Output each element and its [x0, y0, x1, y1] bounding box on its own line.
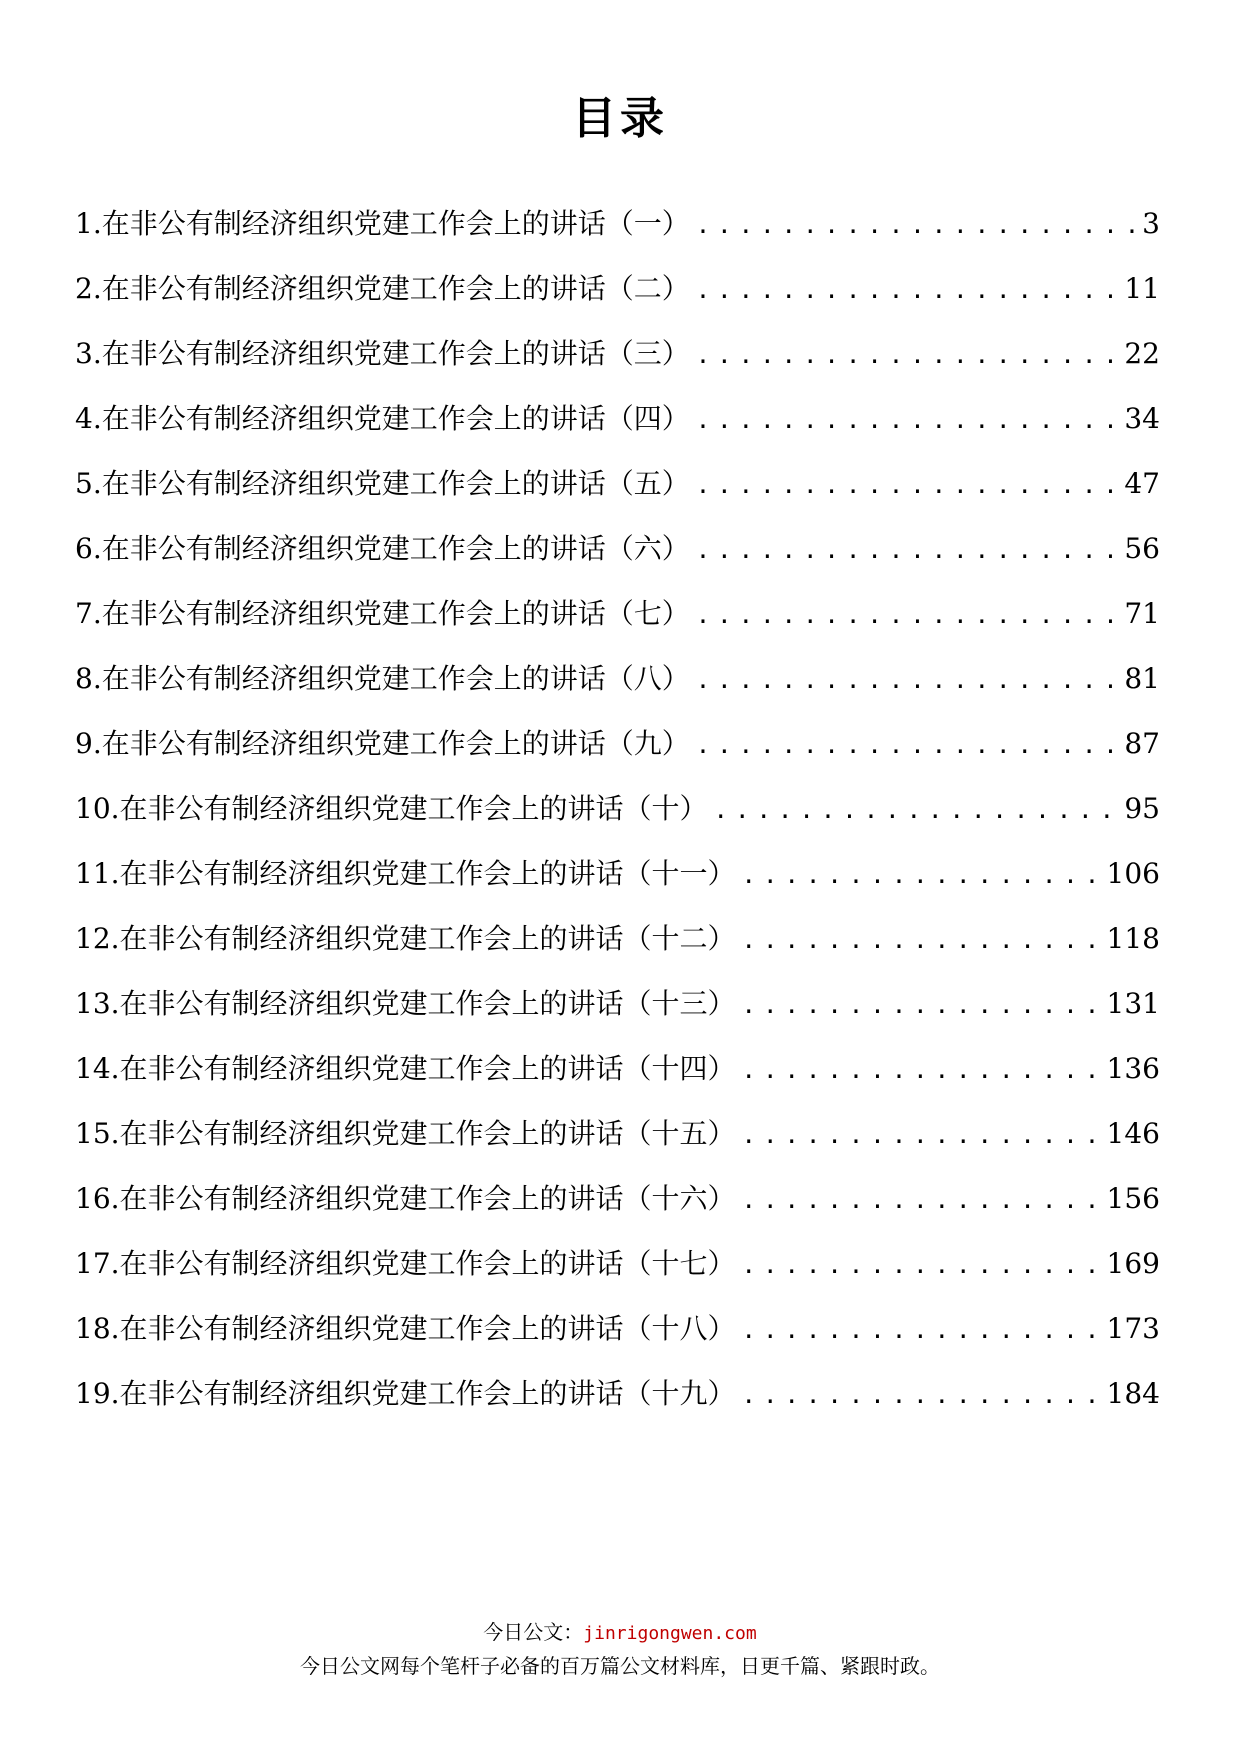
toc-entry-number: 2. [75, 272, 102, 305]
toc-entry-page: 22 [1124, 337, 1160, 370]
footer-slogan: 今日公文网每个笔杆子必备的百万篇公文材料库，日更千篇、紧跟时政。 [300, 1654, 940, 1678]
toc-entry-number: 3. [75, 337, 102, 370]
toc-entry-number: 4. [75, 402, 102, 435]
toc-entry-title: 在非公有制经济组织党建工作会上的讲话（十二） [119, 922, 736, 955]
toc-dot-leader [742, 908, 1101, 973]
toc-entry-page: 156 [1106, 1182, 1160, 1215]
toc-entry-9[interactable] [75, 711, 1160, 776]
toc-entry-page: 81 [1124, 662, 1160, 695]
toc-entry-title: 在非公有制经济组织党建工作会上的讲话（五） [101, 467, 690, 500]
toc-dot-leader [742, 1168, 1101, 1233]
toc-entry-title: 在非公有制经济组织党建工作会上的讲话（十四） [119, 1052, 736, 1085]
toc-dot-leader [742, 1363, 1101, 1428]
toc-entry-page: 11 [1124, 272, 1160, 305]
toc-entry-number: 17. [75, 1247, 120, 1280]
toc-dot-leader [742, 973, 1101, 1038]
toc-dot-leader [696, 713, 1119, 778]
toc-entry-title: 在非公有制经济组织党建工作会上的讲话（十六） [119, 1182, 736, 1215]
toc-entry-number: 7. [75, 597, 102, 630]
toc-entry-title: 在非公有制经济组织党建工作会上的讲话（四） [101, 402, 690, 435]
footer-source-line [0, 1616, 1240, 1648]
toc-entry-10[interactable] [75, 776, 1160, 841]
toc-dot-leader [696, 193, 1136, 258]
toc-entry-number: 12. [75, 922, 120, 955]
toc-dot-leader [742, 1103, 1101, 1168]
toc-entry-title: 在非公有制经济组织党建工作会上的讲话（十九） [119, 1377, 736, 1410]
toc-entry-13[interactable] [75, 971, 1160, 1036]
toc-entry-title: 在非公有制经济组织党建工作会上的讲话（十八） [119, 1312, 736, 1345]
toc-dot-leader [696, 518, 1119, 583]
toc-entry-page: 56 [1124, 532, 1160, 565]
toc-entry-title: 在非公有制经济组织党建工作会上的讲话（十五） [119, 1117, 736, 1150]
toc-entry-18[interactable] [75, 1296, 1160, 1361]
toc-dot-leader [696, 453, 1119, 518]
toc-dot-leader [742, 843, 1101, 908]
table-of-contents [75, 191, 1160, 1426]
toc-dot-leader [696, 258, 1119, 323]
toc-entry-number: 8. [75, 662, 102, 695]
page-footer [0, 1616, 1240, 1684]
toc-entry-title: 在非公有制经济组织党建工作会上的讲话（六） [101, 532, 690, 565]
toc-entry-title: 在非公有制经济组织党建工作会上的讲话（十三） [119, 987, 736, 1020]
toc-entry-6[interactable] [75, 516, 1160, 581]
toc-entry-page: 118 [1106, 922, 1160, 955]
toc-entry-3[interactable] [75, 321, 1160, 386]
toc-entry-17[interactable] [75, 1231, 1160, 1296]
toc-entry-title: 在非公有制经济组织党建工作会上的讲话（三） [101, 337, 690, 370]
toc-entry-14[interactable] [75, 1036, 1160, 1101]
toc-entry-page: 71 [1124, 597, 1160, 630]
toc-entry-page: 131 [1106, 987, 1160, 1020]
toc-dot-leader [696, 648, 1119, 713]
toc-dot-leader [742, 1298, 1101, 1363]
toc-entry-page: 47 [1124, 467, 1160, 500]
toc-dot-leader [696, 583, 1119, 648]
toc-entry-16[interactable] [75, 1166, 1160, 1231]
toc-entry-page: 106 [1106, 857, 1160, 890]
toc-entry-title: 在非公有制经济组织党建工作会上的讲话（十七） [119, 1247, 736, 1280]
toc-entry-8[interactable] [75, 646, 1160, 711]
toc-entry-page: 34 [1124, 402, 1160, 435]
toc-entry-number: 9. [75, 727, 102, 760]
toc-entry-title: 在非公有制经济组织党建工作会上的讲话（十） [119, 792, 708, 825]
toc-entry-number: 6. [75, 532, 102, 565]
toc-entry-page: 146 [1106, 1117, 1160, 1150]
toc-entry-number: 11. [75, 857, 120, 890]
toc-entry-15[interactable] [75, 1101, 1160, 1166]
toc-entry-4[interactable] [75, 386, 1160, 451]
toc-entry-title: 在非公有制经济组织党建工作会上的讲话（九） [101, 727, 690, 760]
toc-entry-title: 在非公有制经济组织党建工作会上的讲话（一） [101, 207, 690, 240]
toc-entry-page: 3 [1142, 207, 1160, 240]
toc-entry-5[interactable] [75, 451, 1160, 516]
toc-entry-number: 10. [75, 792, 120, 825]
toc-entry-page: 169 [1106, 1247, 1160, 1280]
toc-dot-leader [742, 1233, 1101, 1298]
toc-entry-page: 136 [1106, 1052, 1160, 1085]
toc-entry-11[interactable] [75, 841, 1160, 906]
toc-entry-number: 5. [75, 467, 102, 500]
toc-entry-page: 173 [1106, 1312, 1160, 1345]
toc-entry-title: 在非公有制经济组织党建工作会上的讲话（八） [101, 662, 690, 695]
toc-entry-number: 15. [75, 1117, 120, 1150]
page-title: 目录 [572, 93, 668, 144]
toc-dot-leader [742, 1038, 1101, 1103]
toc-entry-number: 18. [75, 1312, 120, 1345]
toc-entry-2[interactable] [75, 256, 1160, 321]
toc-dot-leader [696, 323, 1119, 388]
toc-entry-19[interactable] [75, 1361, 1160, 1426]
toc-entry-number: 13. [75, 987, 120, 1020]
toc-entry-page: 184 [1106, 1377, 1160, 1410]
toc-entry-title: 在非公有制经济组织党建工作会上的讲话（七） [101, 597, 690, 630]
toc-entry-page: 95 [1124, 792, 1160, 825]
toc-entry-12[interactable] [75, 906, 1160, 971]
toc-entry-number: 14. [75, 1052, 120, 1085]
toc-entry-page: 87 [1124, 727, 1160, 760]
footer-url-link[interactable]: jinrigongwen.com [583, 1623, 757, 1644]
toc-entry-title: 在非公有制经济组织党建工作会上的讲话（十一） [119, 857, 736, 890]
toc-entry-number: 19. [75, 1377, 120, 1410]
toc-entry-title: 在非公有制经济组织党建工作会上的讲话（二） [101, 272, 690, 305]
footer-label: 今日公文： [483, 1620, 584, 1644]
toc-entry-7[interactable] [75, 581, 1160, 646]
toc-entry-1[interactable] [75, 191, 1160, 256]
toc-dot-leader [696, 388, 1119, 453]
toc-dot-leader [714, 778, 1119, 843]
toc-entry-number: 16. [75, 1182, 120, 1215]
toc-entry-number: 1. [75, 207, 102, 240]
